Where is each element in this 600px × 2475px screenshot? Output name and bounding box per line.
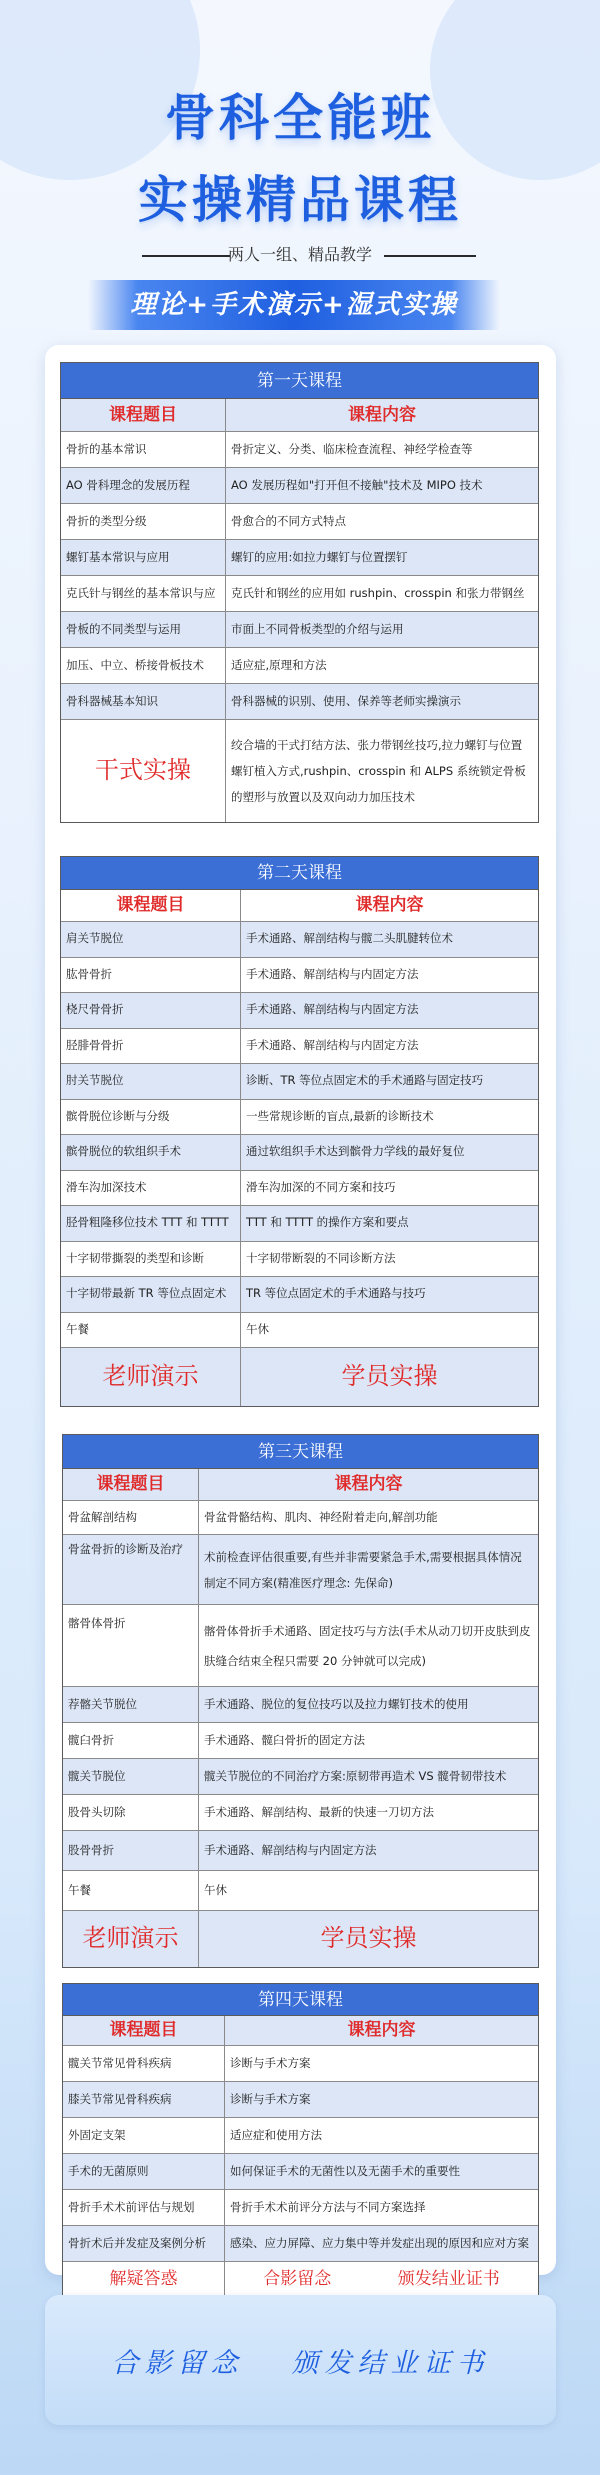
row-content: 克氏针和钢丝的应用如 rushpin、crosspin 和张力带钢丝 xyxy=(231,585,525,600)
table-row xyxy=(63,2082,538,2118)
row-topic: 胫骨粗隆移位技术 TTT 和 TTTT xyxy=(61,1206,241,1241)
table-row xyxy=(61,1135,538,1171)
row-topic: 骨盆骨折的诊断及治疗 xyxy=(63,1535,199,1604)
col-content-header: 课程内容 xyxy=(348,404,416,425)
table-row xyxy=(61,468,538,504)
row-content: 手术通路、脱位的复位技巧以及拉力螺钉技术的使用 xyxy=(204,1696,469,1711)
row-content: 手术通路、解剖结构与髋二头肌腱转位术 xyxy=(246,931,453,946)
day3-header-row xyxy=(63,1469,538,1501)
table-row xyxy=(61,958,538,994)
feature-banner xyxy=(88,280,500,330)
row-topic: 骨科器械基本知识 xyxy=(61,684,226,719)
row-content: 滑车沟加深的不同方案和技巧 xyxy=(246,1179,396,1194)
row-topic: 骨折的类型分级 xyxy=(61,504,226,539)
teacher-demo-label: 老师演示 xyxy=(61,1348,241,1406)
row-topic: 骨折手术术前评估与规划 xyxy=(63,2190,225,2225)
table-row-practice xyxy=(63,1911,538,1967)
row-topic: 骨折的基本常识 xyxy=(61,432,226,467)
page-title-line1: 骨科全能班 xyxy=(165,89,435,147)
row-topic: 骨折术后并发症及案例分析 xyxy=(63,2226,225,2261)
footer-certificate: 颁发结业证书 xyxy=(291,2347,490,2379)
day2-header-row xyxy=(61,890,538,922)
col-topic-header: 课程题目 xyxy=(61,399,226,431)
row-content: 午休 xyxy=(246,1321,269,1336)
row-topic: 螺钉基本常识与应用 xyxy=(61,540,226,575)
table-row xyxy=(61,612,538,648)
day4-title: 第四天课程 xyxy=(63,1984,538,2016)
day2-title: 第二天课程 xyxy=(61,857,538,890)
row-topic: 午餐 xyxy=(63,1871,199,1910)
row-content: 骨盆骨骼结构、肌肉、神经附着走向,解剖功能 xyxy=(204,1509,438,1524)
row-content: 手术通路、解剖结构与内固定方法 xyxy=(246,1037,419,1052)
row-content: 适应症,原理和方法 xyxy=(231,657,327,672)
row-content: 手术通路、解剖结构与内固定方法 xyxy=(246,966,419,981)
col-topic-header: 课程题目 xyxy=(63,2016,225,2045)
row-content: 感染、应力屏障、应力集中等并发症出现的原因和应对方案 xyxy=(230,2235,529,2250)
table-row xyxy=(61,922,538,958)
footer-text xyxy=(45,2295,556,2425)
row-topic: 骨板的不同类型与运用 xyxy=(61,612,226,647)
table-row xyxy=(63,2046,538,2082)
table-row xyxy=(63,1795,538,1831)
row-content: 手术通路、解剖结构与内固定方法 xyxy=(204,1842,377,1857)
footer-card xyxy=(45,2295,556,2425)
day4-table xyxy=(62,1983,539,2297)
row-topic: 髋臼骨折 xyxy=(63,1723,199,1758)
practice-content: 绞合墙的干式打结方法、张力带钢丝技巧,拉力螺钉与位置螺钉植入方式,rushpin、crosspin 和 ALPS 系统锁定骨板的塑形与放置以及双向动力加压技术 xyxy=(231,738,526,804)
row-content: 手术通路、髋臼骨折的固定方法 xyxy=(204,1732,365,1747)
table-row xyxy=(61,1277,538,1313)
row-topic: 胫腓骨骨折 xyxy=(61,1029,241,1064)
table-row-practice xyxy=(61,1348,538,1406)
row-content: 术前检查评估很重要,有些并非需要紧急手术,需要根据具体情况制定不同方案(精准医疗理念: 先保命) xyxy=(204,1549,522,1590)
table-row xyxy=(61,576,538,612)
table-row xyxy=(61,684,538,720)
table-row xyxy=(63,1687,538,1723)
row-topic: 十字韧带撕裂的类型和诊断 xyxy=(61,1242,241,1277)
table-row xyxy=(61,540,538,576)
table-row xyxy=(61,432,538,468)
table-row xyxy=(63,1605,538,1687)
row-topic: 加压、中立、桥接骨板技术 xyxy=(61,648,226,683)
row-content: 手术通路、解剖结构、最新的快速一刀切方法 xyxy=(204,1804,434,1819)
qa-label: 解疑答惑 xyxy=(63,2262,225,2296)
table-row xyxy=(63,2226,538,2262)
row-content: 骨科器械的识别、使用、保养等老师实操演示 xyxy=(231,693,461,708)
divider-right xyxy=(384,255,476,257)
student-practice-label: 学员实操 xyxy=(341,1362,438,1391)
row-topic: 膝关节常见骨科疾病 xyxy=(63,2082,225,2117)
row-topic: 股骨头切除 xyxy=(63,1795,199,1830)
table-row xyxy=(61,1171,538,1207)
row-content: 螺钉的应用:如拉力螺钉与位置摆钉 xyxy=(231,549,408,564)
table-row xyxy=(61,1064,538,1100)
col-content-header: 课程内容 xyxy=(355,895,424,916)
table-row xyxy=(63,1535,538,1605)
day4-header-row xyxy=(63,2016,538,2046)
table-row xyxy=(63,2190,538,2226)
day1-title: 第一天课程 xyxy=(61,363,538,399)
row-content: 适应症和使用方法 xyxy=(230,2127,322,2142)
hero-section xyxy=(0,0,600,340)
closing-labels xyxy=(225,2262,538,2296)
col-content-header: 课程内容 xyxy=(334,1474,403,1495)
banner-text: 理论+手术演示+湿式实操 xyxy=(130,290,458,320)
row-content: 通过软组织手术达到髌骨力学线的最好复位 xyxy=(246,1144,465,1159)
table-row xyxy=(63,1759,538,1795)
row-topic: 手术的无菌原则 xyxy=(63,2154,225,2189)
certificate-label: 颁发结业证书 xyxy=(397,2268,500,2289)
page-title-line2: 实操精品课程 xyxy=(138,171,462,229)
table-row xyxy=(61,648,538,684)
row-topic: 髋关节脱位 xyxy=(63,1759,199,1794)
row-content: 午休 xyxy=(204,1882,227,1897)
group-photo-label: 合影留念 xyxy=(263,2268,332,2289)
student-practice-label: 学员实操 xyxy=(320,1924,417,1953)
table-row xyxy=(63,1501,538,1535)
row-topic: 髂骨体骨折 xyxy=(63,1605,199,1686)
row-topic: 克氏针与钢丝的基本常识与应 xyxy=(61,576,226,611)
row-topic: AO 骨科理念的发展历程 xyxy=(61,468,226,503)
table-row-closing xyxy=(63,2262,538,2296)
row-content: 骨折定义、分类、临床检查流程、神经学检查等 xyxy=(231,441,473,456)
row-topic: 股骨骨折 xyxy=(63,1831,199,1870)
practice-topic: 干式实操 xyxy=(61,720,226,822)
subtitle-row xyxy=(0,243,600,267)
row-topic: 肩关节脱位 xyxy=(61,922,241,957)
teacher-demo-label: 老师演示 xyxy=(63,1911,199,1967)
row-content: TR 等位点固定术的手术通路与技巧 xyxy=(246,1286,426,1301)
table-row xyxy=(61,993,538,1029)
day3-table xyxy=(62,1434,539,1968)
row-topic: 髌骨脱位诊断与分级 xyxy=(61,1100,241,1135)
row-content: 如何保证手术的无菌性以及无菌手术的重要性 xyxy=(230,2163,460,2178)
row-content: 手术通路、解剖结构与内固定方法 xyxy=(246,1002,419,1017)
row-topic: 十字韧带最新 TR 等位点固定术 xyxy=(61,1277,241,1312)
row-content: 髋关节脱位的不同治疗方案:原韧带再造术 VS 髋骨韧带技术 xyxy=(204,1768,507,1783)
table-row xyxy=(61,1029,538,1065)
table-row-practice xyxy=(61,720,538,822)
row-topic: 骨盆解剖结构 xyxy=(63,1501,199,1534)
row-topic: 肱骨骨折 xyxy=(61,958,241,993)
row-topic: 外固定支架 xyxy=(63,2118,225,2153)
row-content: 骨愈合的不同方式特点 xyxy=(231,513,346,528)
table-row xyxy=(61,1206,538,1242)
day2-table xyxy=(60,856,539,1407)
col-content-header: 课程内容 xyxy=(347,2020,416,2041)
row-content: 一些常规诊断的盲点,最新的诊断技术 xyxy=(246,1108,434,1123)
row-topic: 髌骨脱位的软组织手术 xyxy=(61,1135,241,1170)
row-topic: 滑车沟加深技术 xyxy=(61,1171,241,1206)
row-topic: 午餐 xyxy=(61,1313,241,1348)
row-topic: 髋关节常见骨科疾病 xyxy=(63,2046,225,2081)
row-content: 市面上不同骨板类型的介绍与运用 xyxy=(231,621,404,636)
row-content: AO 发展历程如"打开但不接触"技术及 MIPO 技术 xyxy=(231,477,483,492)
col-topic-header: 课程题目 xyxy=(61,890,241,921)
table-row xyxy=(63,1723,538,1759)
row-topic: 肘关节脱位 xyxy=(61,1064,241,1099)
table-row xyxy=(61,1242,538,1278)
row-content: 骨折手术术前评分方法与不同方案选择 xyxy=(230,2199,426,2214)
subtitle-text: 两人一组、精品教学 xyxy=(227,245,372,264)
table-row xyxy=(63,1871,538,1911)
row-content: 诊断、TR 等位点固定术的手术通路与固定技巧 xyxy=(246,1073,484,1088)
row-content: 诊断与手术方案 xyxy=(230,2091,311,2106)
row-topic: 桡尺骨骨折 xyxy=(61,993,241,1028)
col-topic-header: 课程题目 xyxy=(63,1469,199,1500)
row-content: 十字韧带断裂的不同诊断方法 xyxy=(246,1250,396,1265)
table-row xyxy=(61,504,538,540)
row-content: 髂骨体骨折手术通路、固定技巧与方法(手术从动刀切开皮肤到皮肤缝合结束全程只需要 20 分钟就可以完成) xyxy=(204,1623,531,1668)
table-row xyxy=(61,1313,538,1349)
table-row xyxy=(63,2118,538,2154)
day3-title: 第三天课程 xyxy=(63,1435,538,1469)
footer-group-photo: 合影留念 xyxy=(111,2347,244,2379)
table-row xyxy=(63,2154,538,2190)
table-row xyxy=(61,1100,538,1136)
day1-table xyxy=(60,362,539,823)
row-topic: 荐髂关节脱位 xyxy=(63,1687,199,1722)
table-row xyxy=(63,1831,538,1871)
row-content: 诊断与手术方案 xyxy=(230,2055,311,2070)
day1-header-row xyxy=(61,399,538,432)
row-content: TTT 和 TTTT 的操作方案和要点 xyxy=(246,1215,409,1230)
